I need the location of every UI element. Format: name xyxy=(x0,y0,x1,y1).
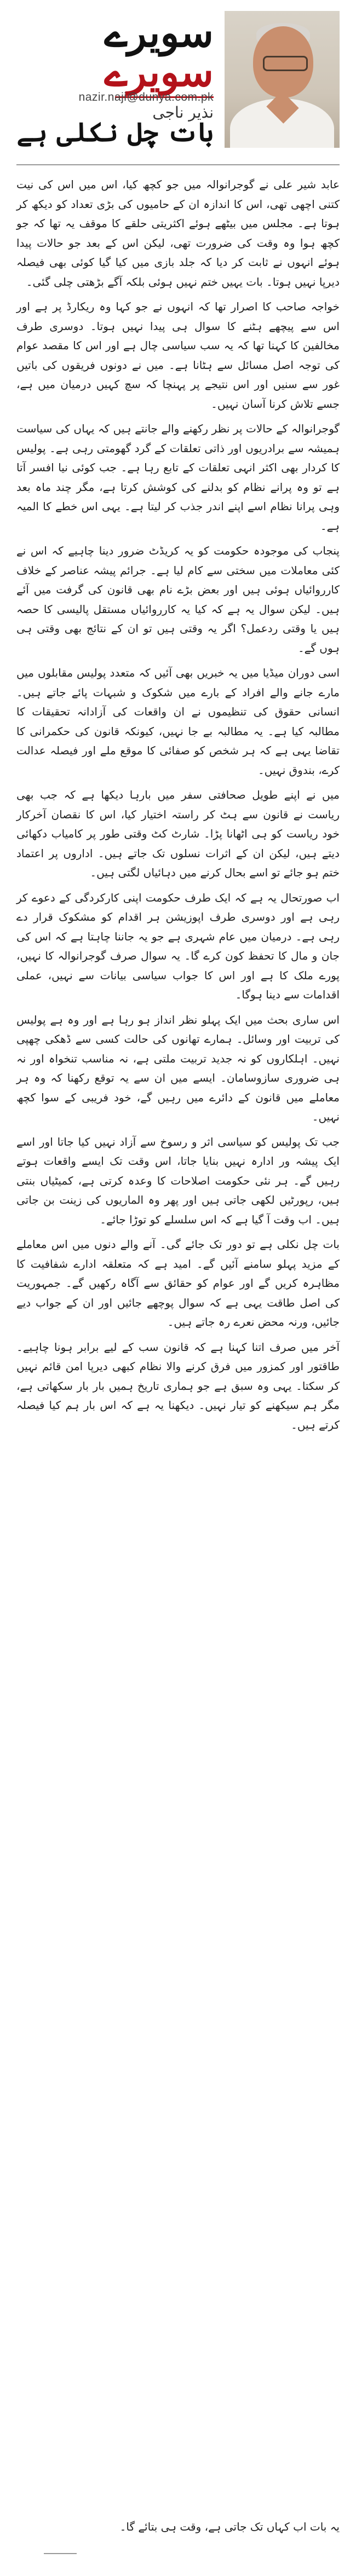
logo-word-1: سویرے xyxy=(104,9,214,56)
column-body xyxy=(16,175,340,1440)
paragraph: اسی دوران میڈیا میں یہ خبریں بھی آئیں کہ متعدد پولیس مقابلوں میں مارے جانے والے افراد کے بارے میں شکوک و شبہات پائے جاتے ہیں۔ انسانی حقوق کی تنظیموں نے ان واقعات کی آزادانہ تحقیقات کا مطالبہ کیا ہے۔ یہ مطالبہ بے جا نہیں، کیونکہ قانون کی حکمرانی کا تقاضا یہی ہے کہ ہر شخص کو صفائی کا موقع ملے اور فیصلہ عدالت کرے، بندوق نہیں۔ xyxy=(16,666,340,777)
paragraph: گوجرانوالہ کے حالات پر نظر رکھنے والے جانتے ہیں کہ یہاں کی سیاست ہمیشہ سے برادریوں اور ذاتی تعلقات کے گرد گھومتی رہی ہے۔ پولیس کا کردار بھی اکثر انہی تعلقات کے تابع رہا ہے۔ جب کوئی نیا افسر آتا ہے تو وہ پرانے نظام کو بدلنے کی کوشش کرتا ہے، مگر چند ماہ بعد وہی پرانا نظام اسے اپنے اندر جذب کر لیتا ہے۔ یہی اس خطے کا المیہ ہے۔ xyxy=(16,422,340,533)
logo-word-2: سویرے xyxy=(104,49,214,95)
column-signoff: یہ بات اب کہاں تک جاتی ہے، وقت ہی بتائے گا۔ xyxy=(119,2520,340,2533)
column-headline: بات چل نکلی ہے xyxy=(16,117,214,148)
column-header xyxy=(16,8,340,172)
column-brand xyxy=(49,9,214,122)
paragraph: اس ساری بحث میں ایک پہلو نظر انداز ہو رہا ہے اور وہ ہے پولیس کی تربیت اور وسائل۔ ہمارے تھانوں کی حالت کسی سے ڈھکی چھپی نہیں۔ اہلکاروں کو نہ جدید تربیت ملتی ہے، نہ مناسب تنخواہ اور نہ ہی ضروری سازوسامان۔ ایسے میں ان سے یہ توقع رکھنا کہ وہ ہر معاملے میں قانون کے دائرے میں رہیں گے، خود فریبی کے سوا کچھ نہیں۔ xyxy=(16,1013,340,1123)
author-photo xyxy=(225,11,340,148)
column-logo xyxy=(49,9,214,95)
author-email[interactable]: nazir.naji@dunya.com.pk xyxy=(78,91,214,103)
paragraph: آخر میں صرف اتنا کہنا ہے کہ قانون سب کے لیے برابر ہونا چاہیے۔ طاقتور اور کمزور میں فرق کرنے والا نظام کبھی دیرپا امن قائم نہیں کر سکتا۔ یہی وہ سبق ہے جو ہماری تاریخ ہمیں بار بار سکھاتی ہے، مگر ہم سیکھنے کو تیار نہیں۔ دیکھنا یہ ہے کہ اس بار ہم کیا فیصلہ کرتے ہیں۔ xyxy=(16,1340,340,1431)
paragraph: اب صورتحال یہ ہے کہ ایک طرف حکومت اپنی کارکردگی کے دعوے کر رہی ہے اور دوسری طرف اپوزیشن ہر اقدام کو مشکوک قرار دے رہی ہے۔ درمیان میں عام شہری ہے جو یہ جاننا چاہتا ہے کہ اس کی جان و مال کا تحفظ کون کرے گا۔ یہ سوال صرف گوجرانوالہ کا نہیں، پورے ملک کا ہے اور اس کا جواب سیاسی بیانات سے نہیں، عملی اقدامات سے دینا ہوگا۔ xyxy=(16,891,340,1001)
author-name: نذیر ناجی xyxy=(152,103,214,122)
paragraph: جب تک پولیس کو سیاسی اثر و رسوخ سے آزاد نہیں کیا جاتا اور اسے ایک پیشہ ور ادارہ نہیں بنایا جاتا، اس وقت تک ایسے واقعات ہوتے رہیں گے۔ ہر نئی حکومت اصلاحات کا وعدہ کرتی ہے، کمیٹیاں بنتی ہیں، رپورٹیں لکھی جاتی ہیں اور پھر وہ الماریوں کی زینت بن جاتی ہیں۔ اب وقت آ گیا ہے کہ اس سلسلے کو توڑا جائے۔ xyxy=(16,1135,340,1226)
author-photo-glasses xyxy=(263,56,308,71)
end-mark-icon xyxy=(44,2551,77,2556)
header-divider xyxy=(16,164,340,165)
paragraph: میں نے اپنے طویل صحافتی سفر میں بارہا دیکھا ہے کہ جب بھی ریاست نے قانون سے ہٹ کر راستہ اختیار کیا، اس کا نقصان آخرکار خود ریاست کو ہی اٹھانا پڑا۔ شارٹ کٹ وقتی طور پر کامیاب دکھائی دیتے ہیں، لیکن ان کے اثرات نسلوں تک جاتے ہیں۔ اداروں پر اعتماد ختم ہو جائے تو اسے بحال کرنے میں دہائیاں لگتی ہیں۔ xyxy=(16,788,340,879)
paragraph: خواجہ صاحب کا اصرار تھا کہ انہوں نے جو کہا وہ ریکارڈ پر ہے اور اس سے پیچھے ہٹنے کا سوال ہی پیدا نہیں ہوتا۔ دوسری طرف مخالفین کا کہنا تھا کہ یہ سب سیاسی چال ہے اور اس کا مقصد عوام کی توجہ اصل مسائل سے ہٹانا ہے۔ میں نے دونوں فریقوں کی باتیں غور سے سنیں اور اس نتیجے پر پہنچا کہ سچ کہیں درمیان میں ہے، جسے تلاش کرنا آسان نہیں۔ xyxy=(16,300,340,411)
paragraph: عابد شیر علی نے گوجرانوالہ میں جو کچھ کیا، اس میں اس کی نیت کتنی اچھی تھی، اس کا اندازہ ان کے حامیوں کی بڑی تعداد کو دیکھ کر ہوتا ہے۔ مجلس میں بیٹھے ہوئے اکثریتی حلقے کا موقف یہ تھا کہ جو کچھ ہوا وہ وقت کی ضرورت تھی، لیکن اس کے بعد جو حالات پیدا ہوئے انہوں نے ثابت کر دیا کہ جلد بازی میں کیا گیا کوئی بھی فیصلہ دیرپا نہیں ہوتا۔ بات یہیں ختم نہیں ہوئی بلکہ آگے بڑھتی چلی گئی۔ xyxy=(16,178,340,288)
paragraph: بات چل نکلی ہے تو دور تک جائے گی۔ آنے والے دنوں میں اس معاملے کے مزید پہلو سامنے آئیں گے۔ امید ہے کہ متعلقہ ادارے شفافیت کا مظاہرہ کریں گے اور عوام کو حقائق سے آگاہ رکھیں گے۔ جمہوریت کی اصل طاقت یہی ہے کہ سوال پوچھے جائیں اور ان کے جواب دیے جائیں، ورنہ محض نعرے رہ جاتے ہیں۔ xyxy=(16,1238,340,1329)
paragraph: پنجاب کی موجودہ حکومت کو یہ کریڈٹ ضرور دینا چاہیے کہ اس نے کئی معاملات میں سختی سے کام لیا ہے۔ جرائم پیشہ عناصر کے خلاف کارروائیاں ہوئی ہیں اور بعض بڑے نام بھی قانون کی گرفت میں آئے ہیں۔ لیکن سوال یہ ہے کہ کیا یہ کارروائیاں مستقل پالیسی کا حصہ ہیں یا وقتی ردعمل؟ اگر یہ وقتی ہیں تو ان کے نتائج بھی وقتی ہی ہوں گے۔ xyxy=(16,544,340,655)
